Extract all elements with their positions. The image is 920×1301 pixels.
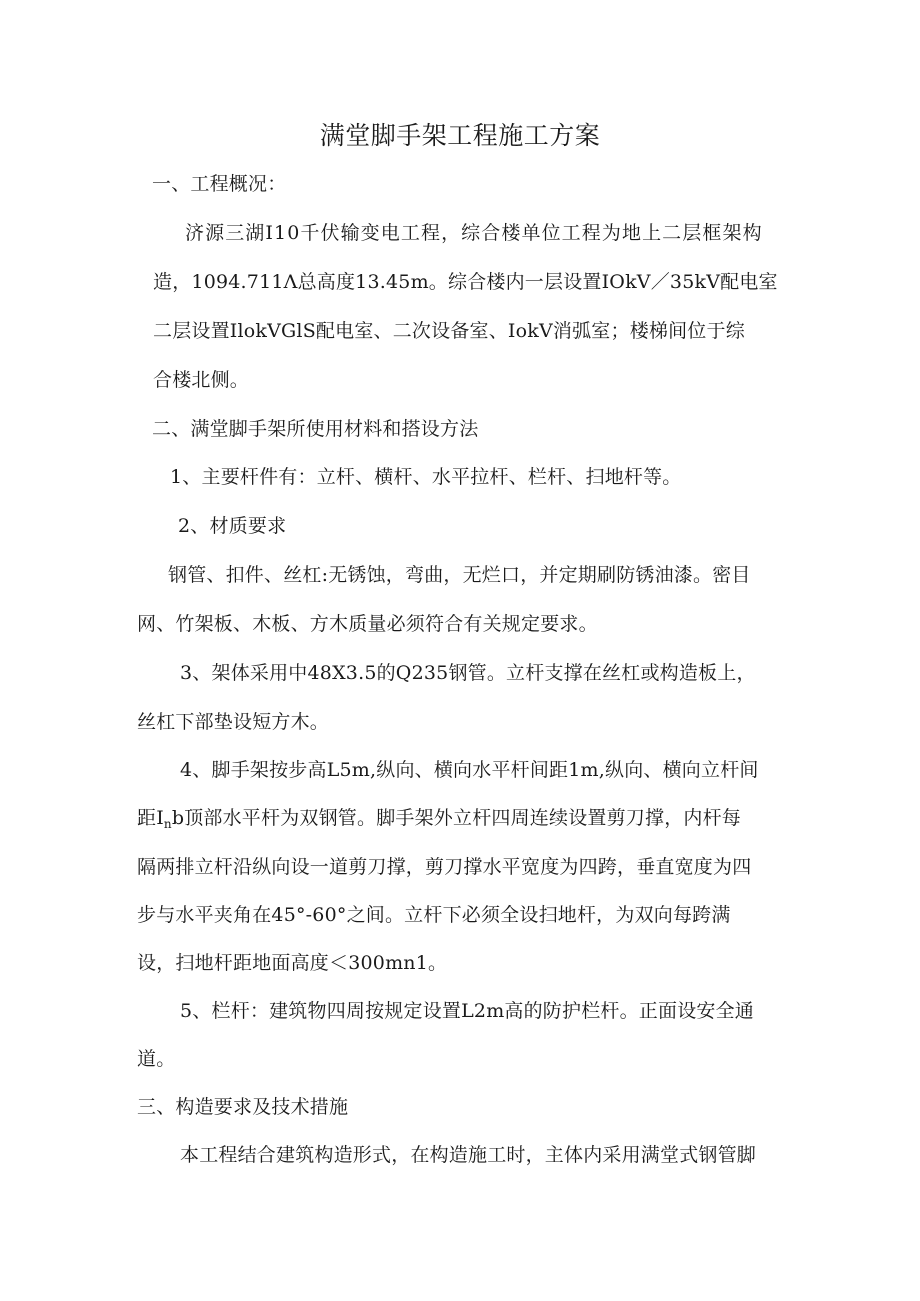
section-2-paragraph-line: 隔两排立杆沿纵向设一道剪刀撑，剪刀撑水平宽度为四跨，垂直宽度为四 bbox=[137, 856, 752, 878]
section-3-heading: 三、构造要求及技术措施 bbox=[137, 1096, 349, 1118]
section-2-paragraph-line: 4、脚手架按步高L5m,纵向、横向水平杆间距1m,纵向、横向立杆间 bbox=[180, 759, 759, 781]
text-fragment: 距I bbox=[137, 807, 164, 829]
section-2-paragraph-line: 丝杠下部垫设短方木。 bbox=[137, 711, 330, 733]
section-1-paragraph-line: 造，1094.711Λ总高度13.45m。综合楼内一层设置IOkV／35kV配电室 bbox=[153, 271, 778, 293]
section-2-paragraph-line: 步与水平夹角在45°-60°之间。立杆下必须全设扫地杆，为双向每跨满 bbox=[137, 904, 731, 926]
section-3-paragraph-line: 本工程结合建筑构造形式，在构造施工时，主体内采用满堂式钢管脚 bbox=[180, 1144, 757, 1166]
section-2-heading: 二、满堂脚手架所使用材料和搭设方法 bbox=[152, 418, 479, 440]
text-fragment: b顶部水平杆为双钢管。脚手架外立杆四周连续设置剪刀撑，内杆每 bbox=[171, 807, 742, 829]
section-2-paragraph-line: 3、架体采用中48X3.5的Q235钢管。立杆支撑在丝杠或构造板上， bbox=[180, 662, 756, 684]
section-2-paragraph-line: 5、栏杆：建筑物四周按规定设置L2m高的防护栏杆。正面设安全通 bbox=[180, 1000, 755, 1022]
section-2-paragraph-line: 道。 bbox=[137, 1048, 176, 1070]
section-1-paragraph-line: 济源三湖I10千伏输变电工程，综合楼单位工程为地上二层框架构 bbox=[185, 222, 763, 244]
section-1-heading: 一、工程概况： bbox=[152, 173, 287, 195]
subscript: n bbox=[163, 817, 172, 831]
section-1-paragraph-line: 二层设置IlokVGlS配电室、二次设备室、IokV消弧室；楼梯间位于综 bbox=[153, 320, 745, 342]
section-2-item: 1、主要杆件有：立杆、横杆、水平拉杆、栏杆、扫地杆等。 bbox=[170, 466, 682, 488]
section-2-paragraph-line: 设，扫地杆距地面高度＜300mn1。 bbox=[137, 952, 448, 974]
document-title: 满堂脚手架工程施工方案 bbox=[319, 121, 601, 150]
section-2-paragraph-line: 钢管、扣件、丝杠:无锈蚀，弯曲，无烂口，并定期刷防锈油漆。密目 bbox=[168, 564, 751, 586]
section-2-paragraph-line: 网、竹架板、木板、方木质量必须符合有关规定要求。 bbox=[137, 613, 598, 635]
section-1-paragraph-line: 合楼北侧。 bbox=[153, 369, 250, 391]
section-2-item: 2、材质要求 bbox=[178, 515, 287, 537]
section-2-paragraph-line bbox=[137, 806, 741, 836]
